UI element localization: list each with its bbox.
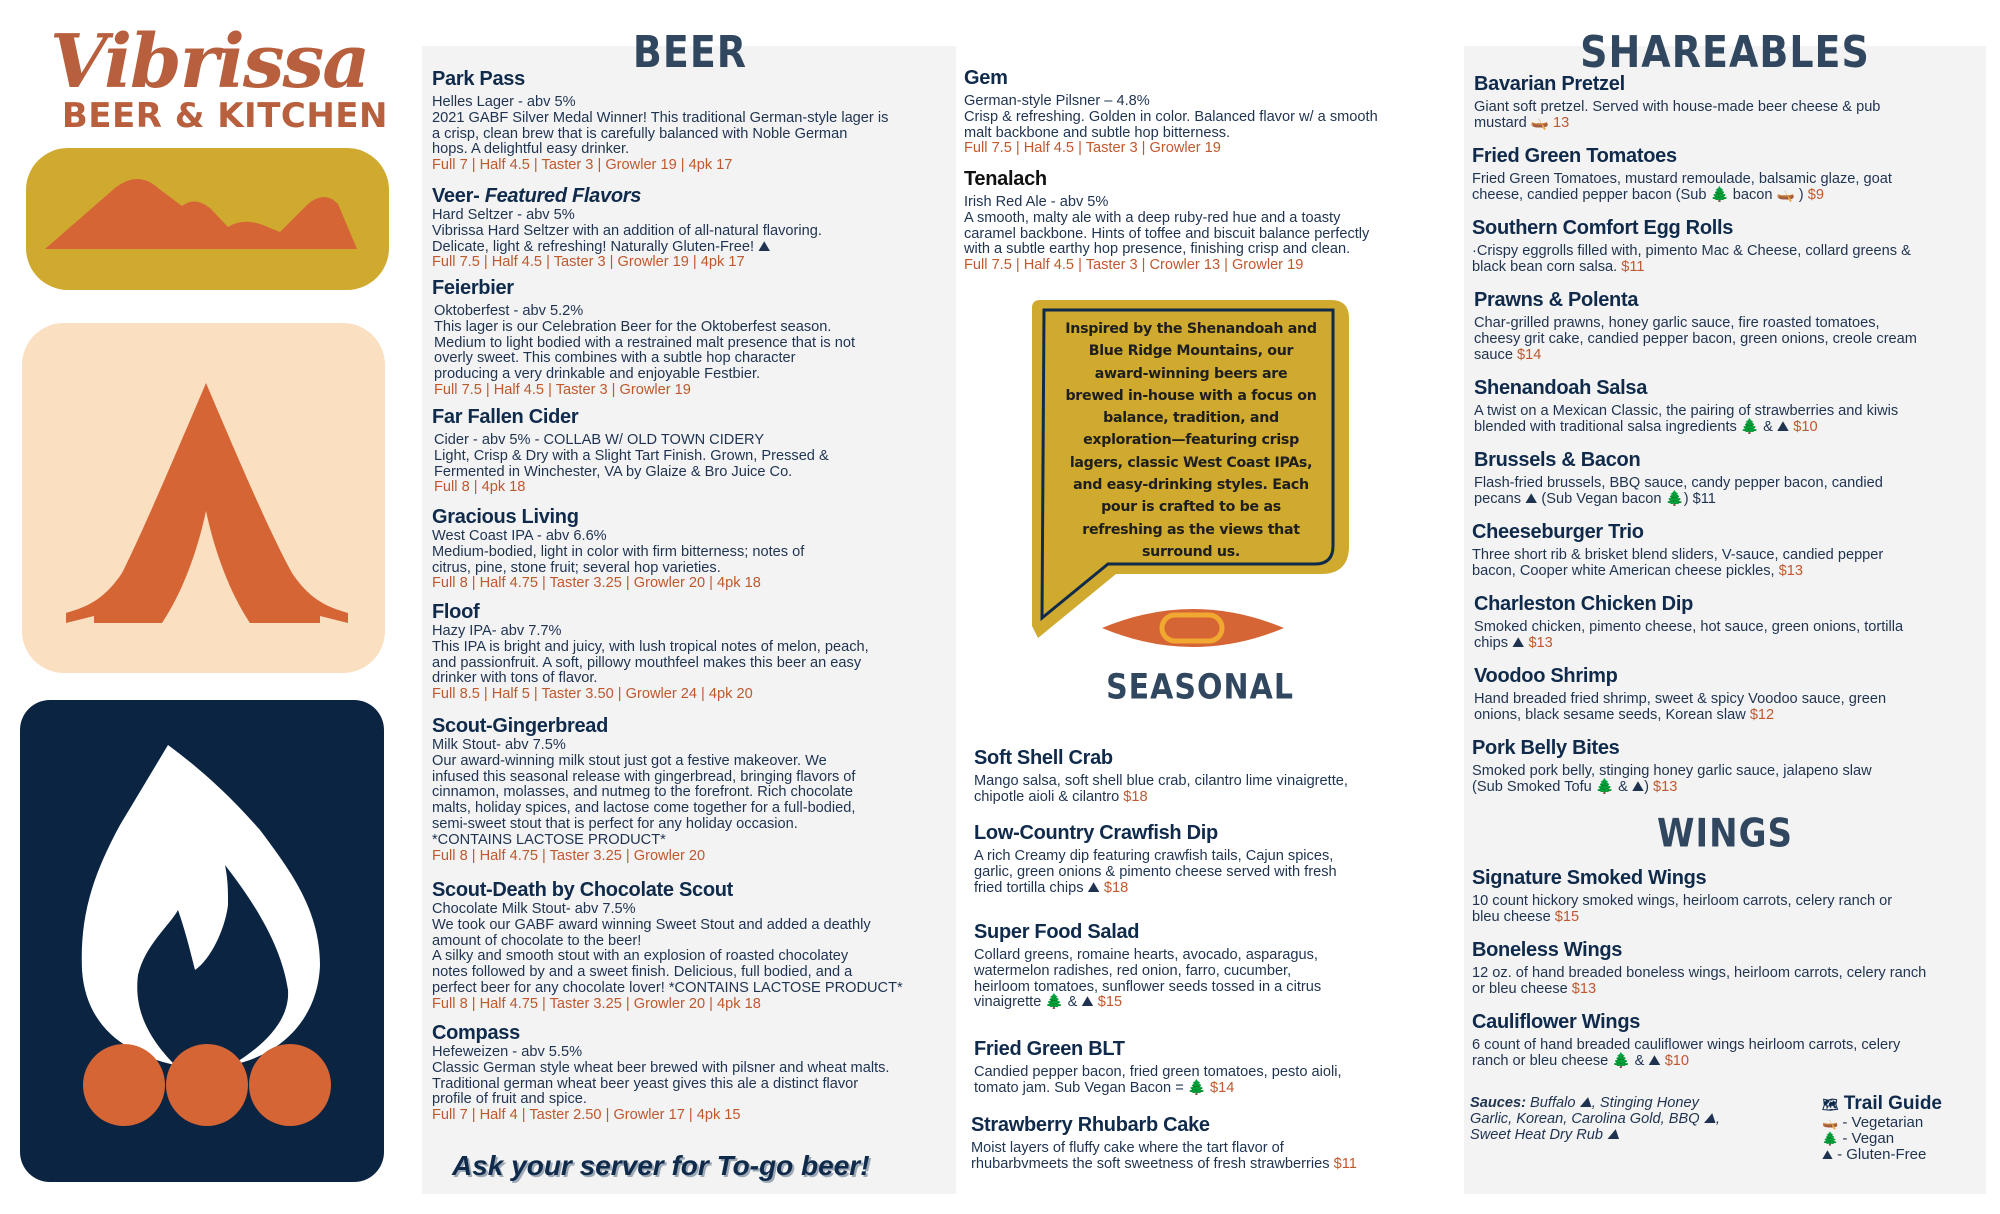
price-list: Full 7.5 | Half 4.5 | Taster 3 | Growler 19 bbox=[964, 140, 1221, 157]
beer-item: Feierbier Oktoberfest - abv 5.2% This lager is our Celebration Beer for the Oktoberfest season. Medium to light bodied with a restrained malt presence that is not overly sweet. This combines with a subtle hop character producing a very drinkable and enjoyable Festbier. Full 7.5 | Half 4.5 | Taster 3 | Growler 19 bbox=[432, 277, 856, 398]
price-list: Full 8 | 4pk 18 bbox=[434, 479, 526, 496]
price: $13 bbox=[1528, 634, 1553, 651]
map-icon: 🗺 bbox=[1822, 1097, 1839, 1112]
price: $15 bbox=[1097, 994, 1123, 1011]
shareable-item: Charleston Chicken Dip Smoked chicken, pimento cheese, hot sauce, green onions, tortilla chips ⛰ $13 bbox=[1474, 593, 1904, 651]
price-list: Full 7 | Half 4 | Taster 2.50 | Growler 17 | 4pk 15 bbox=[432, 1107, 741, 1124]
evergreen-tree-icon: 🌲 bbox=[1822, 1131, 1839, 1146]
beer-item: Tenalach Irish Red Ale - abv 5% A smooth, malty ale with a deep ruby-red hue and a toasty caramel backbone. Hints of toffee and biscuit balance perfectly with a subtle earthy hop presence, finishing crisp and clean. Full 7.5 | Half 4.5 | Taster 3 | Crowler 13 | Growler 19 bbox=[964, 168, 1370, 274]
beer-item: Scout-Gingerbread Milk Stout- abv 7.5% Our award-winning milk stout just got a festive makeover. We infused this seasonal release with gingerbread, bringing flavors of cinnamon, molasses, and nutmeg to the forefront. Rich chocolate malts, holiday spices, and lactose come together for a full-bodied, semi-sweet stout that is perfect for any holiday occasion. *CONTAINS LACTOSE PRODUCT* Full 8 | Half 4.75 | Taster 3.25 | Growler 20 bbox=[432, 715, 856, 864]
seasonal-item: Strawberry Rhubarb Cake Moist layers of fluffy cake where the tart flavor of rhubarbvmeets the soft sweetness of fresh strawberries $11 bbox=[971, 1114, 1357, 1172]
togo-banner: Ask your server for To-go beer! bbox=[452, 1150, 870, 1181]
mountains-icon bbox=[26, 148, 389, 290]
seasonal-item: Low-Country Crawfish Dip A rich Creamy dip featuring crawfish tails, Cajun spices, garlic, green onions & pimento cheese served with fresh fried tortilla chips ⛰ $18 bbox=[974, 822, 1337, 896]
price-list: Full 8 | Half 4.75 | Taster 3.25 | Growler 20 | 4pk 18 bbox=[432, 575, 761, 592]
price: $18 bbox=[1103, 879, 1129, 896]
price-list: Full 8 | Half 4.75 | Taster 3.25 | Growler 20 | 4pk 18 bbox=[432, 995, 761, 1012]
shareable-item: Cheeseburger Trio Three short rib & brisket blend sliders, V-sauce, candied pepper bacon, Cooper white American cheese pickles, $13 bbox=[1472, 521, 1884, 579]
brand-name: Vibrissa bbox=[49, 19, 369, 105]
beer-item: Park Pass Helles Lager - abv 5% 2021 GABF Silver Medal Winner! This traditional German-style lager is a crisp, clean brew that is carefully balanced with Noble German hops. A delightful easy drinker. Full 7 | Half 4.5 | Taster 3 | Growler 19 | 4pk 17 bbox=[432, 68, 889, 174]
seasonal-item: Fried Green BLT Candied pepper bacon, fried green tomatoes, pesto aioli, tomato jam. Sub Vegan Bacon = 🌲 $14 bbox=[974, 1038, 1342, 1096]
log-icon bbox=[166, 1044, 248, 1126]
wing-item: Cauliflower Wings 6 count of hand breaded cauliflower wings heirloom carrots, celery ranch or bleu cheese 🌲 & ⛰ $10 bbox=[1472, 1011, 1901, 1069]
beer-item: Gem German-style Pilsner – 4.8% Crisp & refreshing. Golden in color. Balanced flavor w/ a smooth malt backbone and subtle hop bitterness. Full 7.5 | Half 4.5 | Taster 3 | Growler 19 bbox=[964, 67, 1378, 157]
price: $12 bbox=[1749, 706, 1775, 723]
tent-tile bbox=[22, 323, 385, 673]
price: $14 bbox=[1517, 346, 1542, 363]
shareable-item: Fried Green Tomatoes Fried Green Tomatoes, mustard remoulade, balsamic glaze, goat cheese, candied pepper bacon (Sub 🌲 bacon 🛶 ) $9 bbox=[1472, 145, 1892, 203]
price: $18 bbox=[1123, 788, 1148, 805]
campfire-icon bbox=[20, 700, 384, 1182]
price: $13 bbox=[1778, 562, 1803, 579]
seasonal-section-title: SEASONAL bbox=[1106, 667, 1294, 708]
price: $15 bbox=[1554, 908, 1580, 925]
legend-row: ⛰ - Gluten-Free bbox=[1822, 1146, 1927, 1163]
brewery-blurb: Inspired by the Shenandoah and Blue Ridge Mountains, our award-winning beers are brewed in-house with a focus on balance, tradition, and exploration—featuring crisp lagers, classic West Coast IPAs, and easy-drinking styles. Each pour is crafted to be as refreshing as the views that surround us. bbox=[1065, 321, 1317, 560]
price: $14 bbox=[1210, 1079, 1235, 1096]
seasonal-item: Soft Shell Crab Mango salsa, soft shell blue crab, cilantro lime vinaigrette, chipotle aioli & cilantro $18 bbox=[974, 747, 1348, 805]
price-list: Full 8 | Half 4.75 | Taster 3.25 | Growler 20 bbox=[432, 847, 706, 864]
price-list: Full 7 | Half 4.5 | Taster 3 | Growler 19 | 4pk 17 bbox=[432, 157, 733, 174]
shareable-item: Shenandoah Salsa A twist on a Mexican Classic, the pairing of strawberries and kiwis blended with traditional salsa ingredients 🌲 & ⛰ $10 bbox=[1474, 377, 1899, 435]
legend-row: 🛶 - Vegetarian bbox=[1822, 1114, 1924, 1131]
brand-logo bbox=[20, 19, 390, 136]
beer-section-title: BEER bbox=[632, 26, 748, 78]
beer-item: Gracious Living West Coast IPA - abv 6.6% Medium-bodied, light in color with firm bitterness; notes of citrus, pine, stone fruit; several hop varieties. Full 8 | Half 4.75 | Taster 3.25 | Growler 20 | 4pk 18 bbox=[432, 506, 805, 592]
shareable-item: Voodoo Shrimp Hand breaded fried shrimp, sweet & spicy Voodoo sauce, green onions, black sesame seeds, Korean slaw $12 bbox=[1474, 665, 1887, 723]
price-list: Full 8.5 | Half 5 | Taster 3.50 | Growler 24 | 4pk 20 bbox=[432, 686, 753, 703]
sauces-note: Sauces: Buffalo ⛰, Stinging Honey Garlic, Korean, Carolina Gold, BBQ ⛰, Sweet Heat Dry Rub ⛰ bbox=[1470, 1095, 1720, 1143]
legend-row: 🌲 - Vegan bbox=[1822, 1130, 1895, 1147]
wing-item: Boneless Wings 12 oz. of hand breaded boneless wings, heirloom carrots, celery ranch or bleu cheese $13 bbox=[1472, 939, 1927, 997]
mountains-tile bbox=[26, 148, 389, 290]
beer-item: Far Fallen Cider Cider - abv 5% - COLLAB W/ OLD TOWN CIDERY Light, Crisp & Dry with a Slight Tart Finish. Grown, Pressed & Fermented in Winchester, VA by Glaize & Bro Juice Co. Full 8 | 4pk 18 bbox=[432, 406, 829, 496]
seasonal-item: Super Food Salad Collard greens, romaine hearts, avocado, asparagus, watermelon radishes, red onion, farro, cucumber, heirloom tomatoes, sunflower seeds tossed in a citrus vinaigrette 🌲 & ⛰ $15 bbox=[974, 921, 1322, 1011]
mountain-icon: ⛰ bbox=[1822, 1147, 1833, 1162]
price: $9 bbox=[1807, 186, 1824, 203]
shareables-section-title: SHAREABLES bbox=[1580, 26, 1870, 78]
kayak-icon bbox=[1100, 598, 1286, 660]
wing-item: Signature Smoked Wings 10 count hickory smoked wings, heirloom carrots, celery ranch or bleu cheese $15 bbox=[1472, 867, 1893, 925]
price: $11 bbox=[1621, 258, 1645, 275]
price: $13 bbox=[1653, 778, 1678, 795]
campfire-tile bbox=[20, 700, 384, 1182]
price: $11 bbox=[1333, 1155, 1357, 1172]
log-icon bbox=[249, 1044, 331, 1126]
beer-item: Floof Hazy IPA- abv 7.7% This IPA is bright and juicy, with lush tropical notes of melon, peach, and passionfruit. A soft, pillowy mouthfeel makes this beer an easy drinker with tons of flavor. Full 8.5 | Half 5 | Taster 3.50 | Growler 24 | 4pk 20 bbox=[432, 601, 869, 703]
price-list: Full 7.5 | Half 4.5 | Taster 3 | Growler 19 | 4pk 17 bbox=[432, 254, 745, 271]
beer-item: Scout-Death by Chocolate Scout Chocolate Milk Stout- abv 7.5% We took our GABF award winning Sweet Stout and added a deathly amount of chocolate to the beer! A silky and smooth stout with an explosion of roasted chocolatey notes followed by and a sweet finish. Delicious, full bodied, and a perfect beer for any chocolate lover! *CONTAINS LACTOSE PRODUCT* Full 8 | Half 4.75 | Taster 3.25 | Growler 20 | 4pk 18 bbox=[432, 879, 903, 1012]
price-list: Full 7.5 | Half 4.5 | Taster 3 | Crowler 13 | Growler 19 bbox=[964, 257, 1304, 274]
price: $10 bbox=[1664, 1052, 1690, 1069]
canoe-icon: 🛶 bbox=[1822, 1115, 1839, 1130]
price-list: Full 7.5 | Half 4.5 | Taster 3 | Growler 19 bbox=[434, 381, 691, 398]
beer-item: Compass Hefeweizen - abv 5.5% Classic German style wheat beer brewed with pilsner and wheat malts. Traditional german wheat beer yeast gives this ale a distinct flavor profile of fruit and spice. Full 7 | Half 4 | Taster 2.50 | Growler 17 | 4pk 15 bbox=[432, 1022, 890, 1124]
shareable-item: Pork Belly Bites Smoked pork belly, stinging honey garlic sauce, jalapeno slaw (Sub Smoked Tofu 🌲 & ⛰) $13 bbox=[1472, 737, 1872, 795]
shareable-item: Bavarian Pretzel Giant soft pretzel. Served with house-made beer cheese & pub mustard 🛶 13 bbox=[1474, 73, 1881, 131]
log-icon bbox=[83, 1044, 165, 1126]
shareable-item: Southern Comfort Egg Rolls ·Crispy eggrolls filled with, pimento Mac & Cheese, collard greens & black bean corn salsa. $11 bbox=[1472, 217, 1911, 275]
brand-subtitle: BEER & KITCHEN bbox=[61, 96, 388, 136]
shareable-item: Brussels & Bacon Flash-fried brussels, BBQ sauce, candy pepper bacon, candied pecans ⛰ (Sub Vegan bacon 🌲) $11 bbox=[1474, 449, 1883, 507]
shareable-item: Prawns & Polenta Char-grilled prawns, honey garlic sauce, fire roasted tomatoes, cheesy grit cake, candied pepper bacon, green onions, creole cream sauce $14 bbox=[1474, 289, 1917, 363]
beer-item: Veer- Featured Flavors Hard Seltzer - abv 5% Vibrissa Hard Seltzer with an addition of all-natural flavoring. Delicate, light & refreshing! Naturally Gluten-Free! ⛰ Full 7.5 | Half 4.5 | Taster 3 | Growler 19 | 4pk 17 bbox=[432, 185, 822, 271]
wings-section-title: WINGS bbox=[1656, 811, 1793, 857]
price: $13 bbox=[1571, 980, 1597, 997]
tent-icon bbox=[22, 323, 385, 673]
trail-guide-legend: 🗺 Trail Guide 🛶 - Vegetarian 🌲 - Vegan ⛰ - Gluten-Free bbox=[1822, 1093, 1942, 1163]
price: 13 bbox=[1553, 114, 1570, 131]
price: $10 bbox=[1793, 418, 1818, 435]
